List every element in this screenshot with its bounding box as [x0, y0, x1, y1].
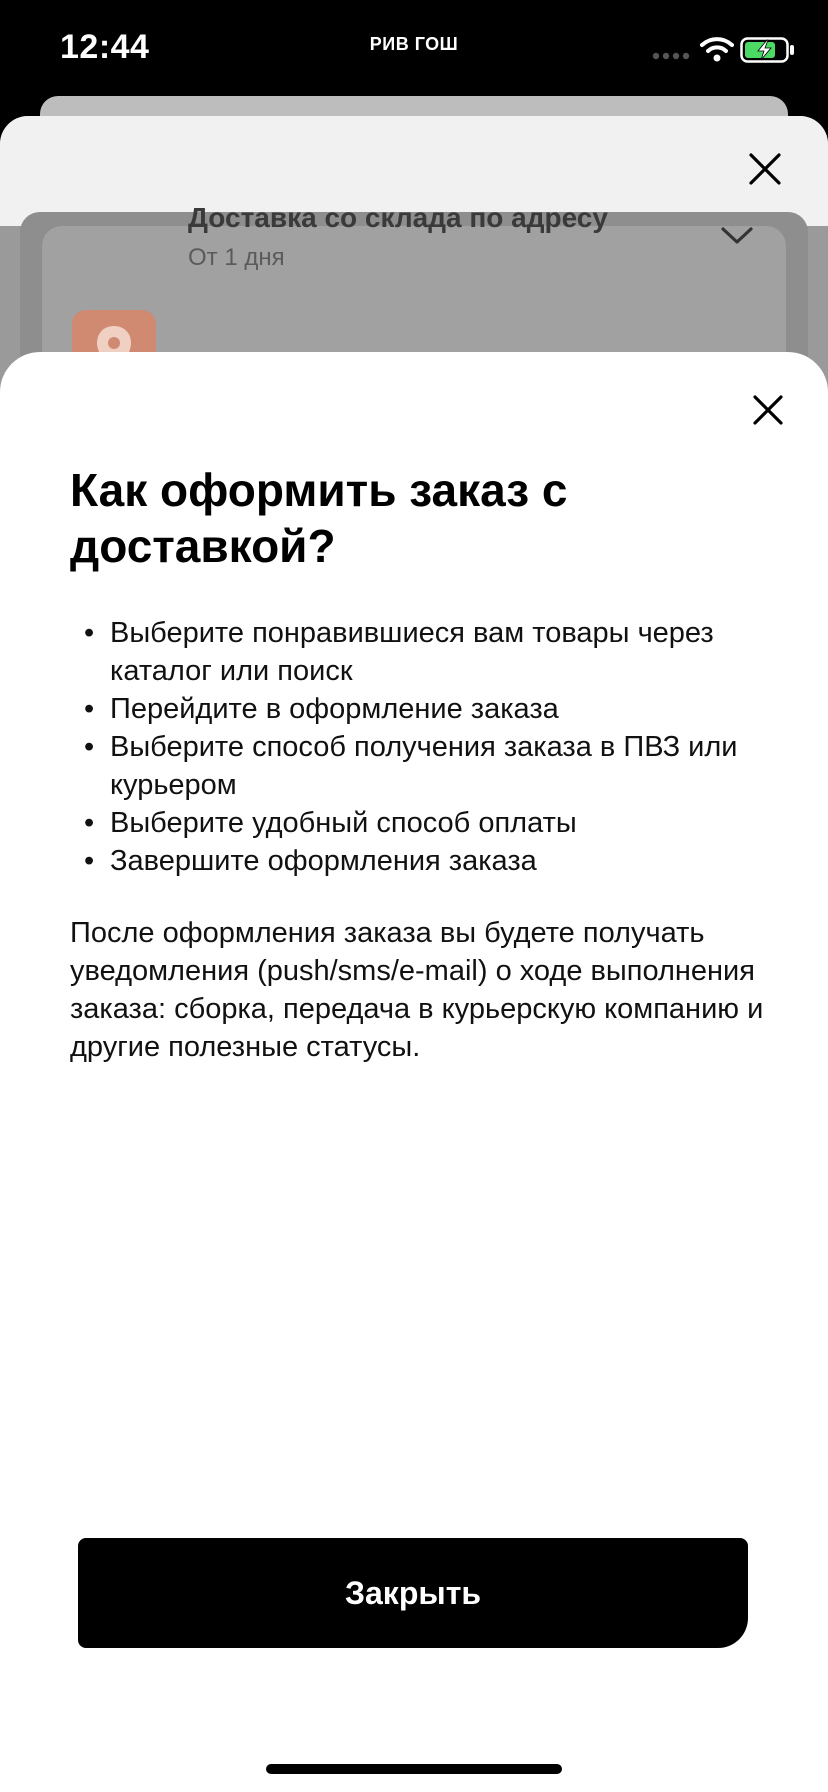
close-button[interactable]: Закрыть	[78, 1538, 748, 1648]
steps-list	[70, 614, 800, 880]
signal-icon	[652, 52, 690, 60]
chevron-down-icon[interactable]	[720, 226, 754, 246]
list-item: • Выберите понравившиеся вам товары через каталог или поиск	[110, 614, 800, 690]
list-item: • Выберите удобный способ оплаты	[110, 804, 800, 842]
status-bar	[0, 0, 828, 100]
delivery-info-modal	[0, 352, 828, 1792]
list-item: • Завершите оформления заказа	[110, 842, 800, 880]
modal-title: Как оформить заказ с доставкой?	[70, 464, 568, 572]
list-item: • Выберите способ получения заказа в ПВЗ или курьером	[110, 728, 800, 804]
status-carrier: РИВ ГОШ	[369, 34, 459, 54]
info-paragraph: После оформления заказа вы будете получать уведомления (push/sms/e-mail) о ходе выполнения заказа: сборка, передача в курьерскую компанию и другие полезные статусы.	[70, 917, 764, 1063]
close-icon[interactable]	[748, 152, 782, 186]
delivery-option-title: Доставка со склада по адресу	[188, 202, 608, 233]
list-item: • Перейдите в оформление заказа	[110, 690, 800, 728]
battery-charging-icon	[740, 36, 796, 64]
delivery-option-subtitle: От 1 дня	[188, 244, 285, 271]
status-time: 12:44	[60, 28, 150, 66]
close-icon[interactable]	[752, 394, 784, 426]
wifi-icon	[700, 36, 734, 62]
home-indicator	[266, 1764, 562, 1774]
